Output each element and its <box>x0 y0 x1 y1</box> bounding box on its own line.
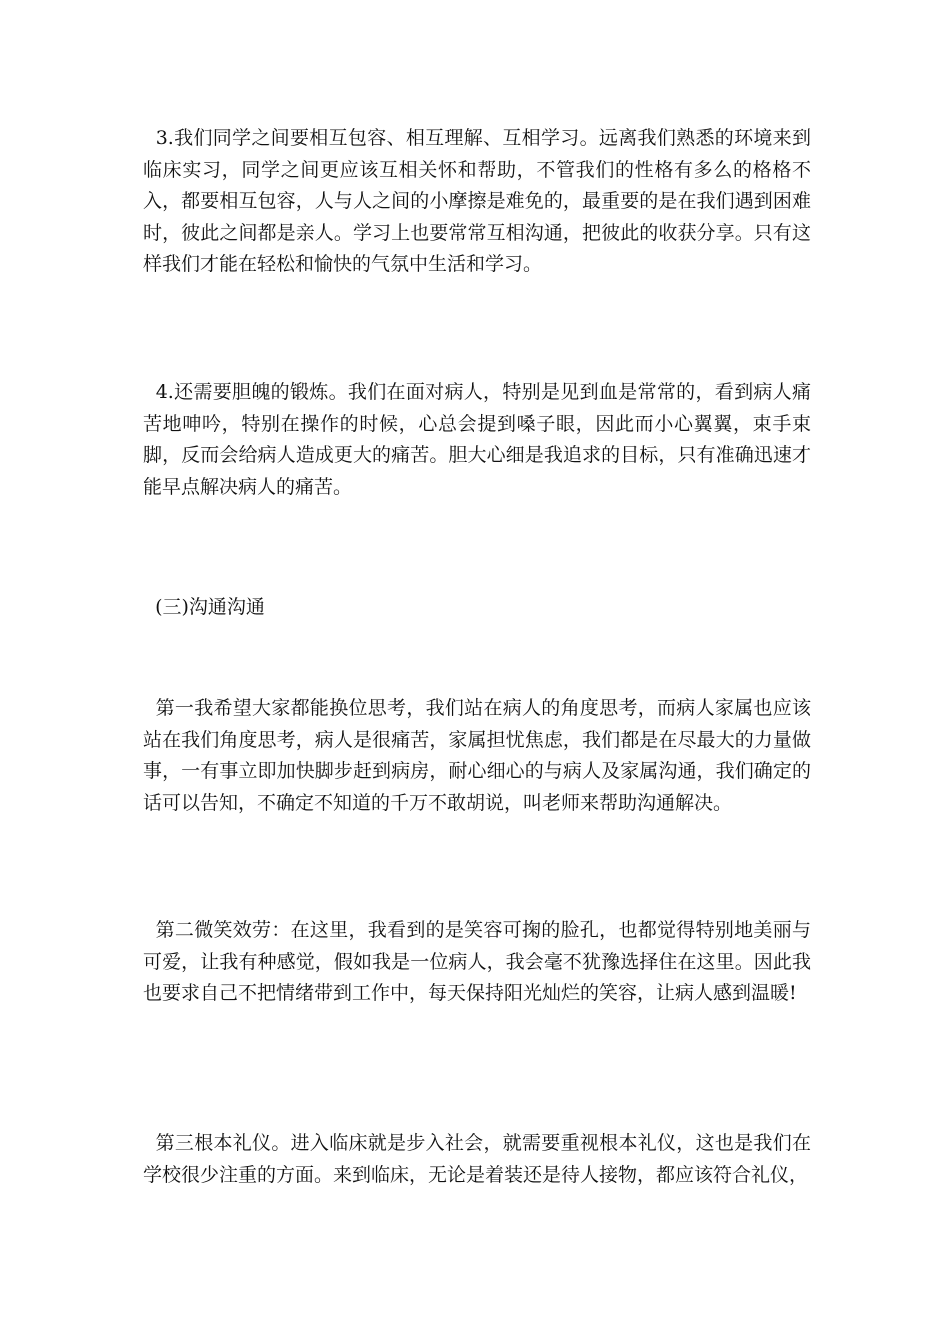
paragraph-empathy: 第一我希望大家都能换位思考，我们站在病人的角度思考，而病人家属也应该站在我们角度思考，病人是很痛苦，家属担忧焦虑，我们都是在尽最大的力量做事，一有事立即加快脚步赶到病房，耐心细心的与病人及家属沟通，我们确定的话可以告知，不确定不知道的千万不敢胡说，叫老师来帮助沟通解决。 <box>143 697 811 814</box>
paragraph-basic-etiquette: 第三根本礼仪。进入临床就是步入社会，就需要重视根本礼仪，这也是我们在学校很少注重的方面。来到临床，无论是着装还是待人接物，都应该符合礼仪， <box>143 1132 811 1186</box>
section-heading-communication: (三)沟通沟通 <box>143 596 265 618</box>
paragraph-courage-training: 4.还需要胆魄的锻炼。我们在面对病人，特别是见到血是常常的，看到病人痛苦地呻吟，特别在操作的时候，心总会提到嗓子眼，因此而小心翼翼，束手束脚，反而会给病人造成更大的痛苦。胆大心细是我追求的目标，只有准确迅速才能早点解决病人的痛苦。 <box>143 381 811 498</box>
paragraph-classmates-tolerance: 3.我们同学之间要相互包容、相互理解、互相学习。远离我们熟悉的环境来到临床实习，同学之间更应该互相关怀和帮助，不管我们的性格有多么的格格不入，都要相互包容，人与人之间的小摩擦是难免的，最重要的是在我们遇到困难时，彼此之间都是亲人。学习上也要常常互相沟通，把彼此的收获分享。只有这样我们才能在轻松和愉快的气氛中生活和学习。 <box>143 127 811 275</box>
paragraph-smile-service: 第二微笑效劳：在这里，我看到的是笑容可掬的脸孔，也都觉得特别地美丽与可爱，让我有种感觉，假如我是一位病人，我会毫不犹豫选择住在这里。因此我也要求自己不把情绪带到工作中，每天保持阳光灿烂的笑容，让病人感到温暖! <box>143 919 811 1004</box>
